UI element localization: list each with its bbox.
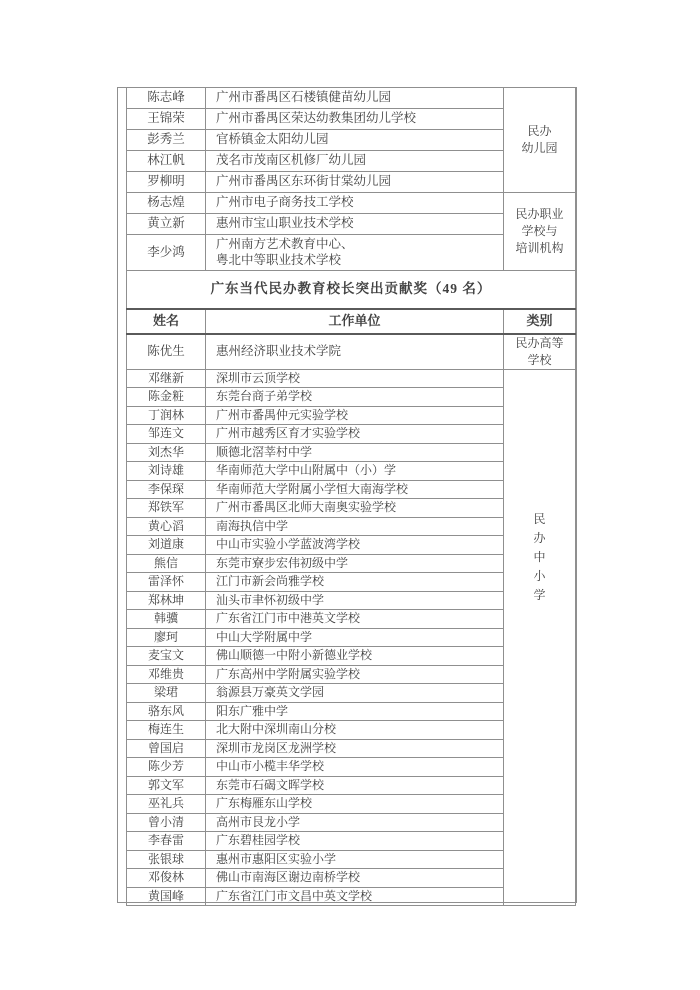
unit-cell	[206, 130, 504, 151]
name-cell: 曾小清	[127, 813, 206, 832]
name-cell: 廖珂	[127, 628, 206, 647]
category-line: 培训机构	[515, 241, 564, 255]
name-cell: 郭文军	[127, 776, 206, 795]
header-category: 类别	[504, 309, 576, 334]
name-cell: 梁珺	[127, 684, 206, 703]
unit-line: 广州市番禺区东环街甘棠幼儿园	[216, 174, 392, 189]
name-cell: 韩骥	[127, 610, 206, 629]
unit-cell	[206, 739, 504, 758]
unit-cell	[206, 758, 504, 777]
unit-line: 南海执信中学	[216, 518, 289, 533]
unit-cell	[206, 388, 504, 407]
name-cell: 林江帆	[127, 151, 206, 172]
unit-line: 东莞市石碣文晖学校	[216, 777, 325, 792]
unit-cell	[206, 647, 504, 666]
name-cell: 骆东风	[127, 702, 206, 721]
unit-line: 广州市番禺仲元实验学校	[216, 407, 349, 422]
unit-line: 中山大学附属中学	[216, 629, 313, 644]
category-cell	[504, 334, 576, 370]
name-cell: 李少鸿	[127, 235, 206, 271]
unit-cell	[206, 591, 504, 610]
name-cell: 彭秀兰	[127, 130, 206, 151]
name-cell: 郑林坤	[127, 591, 206, 610]
unit-line: 北大附中深圳南山分校	[216, 722, 337, 737]
name-cell: 刘道康	[127, 536, 206, 555]
name-cell: 雷泽怀	[127, 573, 206, 592]
unit-line: 广东碧桂园学校	[216, 833, 301, 848]
category-line: 民	[533, 511, 546, 526]
name-cell: 麦宝文	[127, 647, 206, 666]
name-cell: 杨志煌	[127, 193, 206, 214]
unit-cell	[206, 665, 504, 684]
award-table	[126, 87, 576, 906]
unit-cell	[206, 369, 504, 388]
unit-cell	[206, 610, 504, 629]
unit-line: 华南师范大学附属小学恒大南海学校	[216, 481, 409, 496]
category-cell	[504, 369, 576, 906]
category-line: 学校与	[521, 224, 558, 238]
unit-line: 东莞市寮步宏伟初级中学	[216, 555, 349, 570]
unit-line: 官桥镇金太阳幼儿园	[216, 132, 329, 147]
unit-line: 东莞台商子弟学校	[216, 389, 313, 404]
unit-line: 广东省江门市中港英文学校	[216, 611, 361, 626]
category-line: 办	[533, 530, 546, 545]
category-cell	[504, 88, 576, 193]
unit-cell	[206, 813, 504, 832]
table-row	[127, 334, 576, 370]
table-header-row	[127, 309, 576, 334]
header-unit: 工作单位	[206, 309, 504, 334]
unit-line: 顺德北滘莘村中学	[216, 444, 313, 459]
unit-line: 广东梅雁东山学校	[216, 796, 313, 811]
unit-line: 惠州经济职业技术学院	[216, 343, 342, 358]
unit-line: 广州市番禺区石楼镇健苗幼儿园	[216, 90, 392, 105]
section-title-row	[127, 271, 576, 309]
category-line: 中	[533, 549, 546, 564]
name-cell: 丁润林	[127, 406, 206, 425]
unit-cell	[206, 795, 504, 814]
name-cell: 陈志峰	[127, 88, 206, 109]
category-cell	[504, 193, 576, 271]
unit-cell	[206, 684, 504, 703]
award-table-body	[127, 88, 576, 906]
unit-line: 翁源县万豪英文学园	[216, 685, 325, 700]
unit-line: 广东省江门市文昌中英文学校	[216, 888, 373, 903]
category-line: 民办	[527, 124, 552, 138]
category-line: 小	[533, 568, 546, 583]
name-cell: 陈少芳	[127, 758, 206, 777]
name-cell: 陈金粧	[127, 388, 206, 407]
table-row	[127, 88, 576, 109]
unit-cell	[206, 214, 504, 235]
name-cell: 黄国峰	[127, 887, 206, 906]
unit-line: 广东高州中学附属实验学校	[216, 666, 361, 681]
unit-cell	[206, 832, 504, 851]
unit-cell	[206, 887, 504, 906]
unit-cell	[206, 554, 504, 573]
name-cell: 郑铁军	[127, 499, 206, 518]
unit-line: 惠州市宝山职业技术学校	[216, 216, 354, 231]
name-cell: 梅连生	[127, 721, 206, 740]
unit-line: 粤北中等职业技术学校	[216, 252, 342, 267]
unit-line: 汕头市聿怀初级中学	[216, 592, 325, 607]
unit-cell	[206, 193, 504, 214]
category-line: 学校	[527, 352, 552, 367]
unit-cell	[206, 462, 504, 481]
unit-cell	[206, 172, 504, 193]
unit-line: 惠州市惠阳区实验小学	[216, 851, 337, 866]
name-cell: 曾国启	[127, 739, 206, 758]
unit-line: 江门市新会尚雅学校	[216, 574, 325, 589]
category-line: 幼儿园	[521, 141, 558, 155]
unit-cell	[206, 406, 504, 425]
unit-cell	[206, 480, 504, 499]
unit-line: 佛山市南海区谢边南桥学校	[216, 870, 361, 885]
name-cell: 熊信	[127, 554, 206, 573]
unit-cell	[206, 702, 504, 721]
unit-cell	[206, 499, 504, 518]
unit-line: 茂名市茂南区机修厂幼儿园	[216, 153, 367, 168]
unit-line: 中山市实验小学蓝波湾学校	[216, 537, 361, 552]
unit-line: 中山市小榄丰华学校	[216, 759, 325, 774]
name-cell: 邓维贵	[127, 665, 206, 684]
name-cell: 邓俊林	[127, 869, 206, 888]
category-line: 学	[533, 587, 546, 602]
unit-line: 广州市番禺区北师大南奥实验学校	[216, 500, 397, 515]
unit-cell	[206, 850, 504, 869]
unit-cell	[206, 425, 504, 444]
name-cell: 黄立新	[127, 214, 206, 235]
unit-cell	[206, 869, 504, 888]
name-cell: 刘诗雄	[127, 462, 206, 481]
unit-cell	[206, 776, 504, 795]
unit-cell	[206, 517, 504, 536]
name-cell: 李春雷	[127, 832, 206, 851]
name-cell: 巫礼兵	[127, 795, 206, 814]
section-title: 广东当代民办教育校长突出贡献奖（49 名）	[127, 271, 576, 309]
name-cell: 邹连文	[127, 425, 206, 444]
unit-line: 阳东广雅中学	[216, 703, 289, 718]
unit-cell	[206, 573, 504, 592]
unit-cell	[206, 334, 504, 370]
category-line: 民办职业	[515, 207, 564, 221]
name-cell: 李保琛	[127, 480, 206, 499]
header-name: 姓名	[127, 309, 206, 334]
unit-cell	[206, 235, 504, 271]
category-line: 民办高等	[515, 335, 564, 350]
name-cell: 黄心滔	[127, 517, 206, 536]
unit-line: 广州市番禺区荣达幼教集团幼儿学校	[216, 111, 417, 126]
unit-cell	[206, 151, 504, 172]
unit-line: 广州南方艺术教育中心、	[216, 236, 354, 251]
unit-cell	[206, 109, 504, 130]
unit-cell	[206, 628, 504, 647]
unit-cell	[206, 443, 504, 462]
unit-line: 高州市艮龙小学	[216, 814, 301, 829]
name-cell: 陈优生	[127, 334, 206, 370]
name-cell: 刘杰华	[127, 443, 206, 462]
unit-line: 深圳市龙岗区龙洲学校	[216, 740, 337, 755]
name-cell: 邓继新	[127, 369, 206, 388]
name-cell: 王锦荣	[127, 109, 206, 130]
unit-line: 广州市电子商务技工学校	[216, 195, 354, 210]
unit-cell	[206, 721, 504, 740]
unit-cell	[206, 88, 504, 109]
name-cell: 罗柳明	[127, 172, 206, 193]
unit-line: 深圳市云顶学校	[216, 370, 301, 385]
table-row	[127, 369, 576, 388]
table-row	[127, 193, 576, 214]
name-cell: 张银球	[127, 850, 206, 869]
unit-line: 佛山顺德一中附小新德业学校	[216, 648, 373, 663]
unit-cell	[206, 536, 504, 555]
unit-line: 广州市越秀区育才实验学校	[216, 426, 361, 441]
table-outer-frame	[117, 87, 577, 903]
unit-line: 华南师范大学中山附属中（小）学	[216, 463, 397, 478]
